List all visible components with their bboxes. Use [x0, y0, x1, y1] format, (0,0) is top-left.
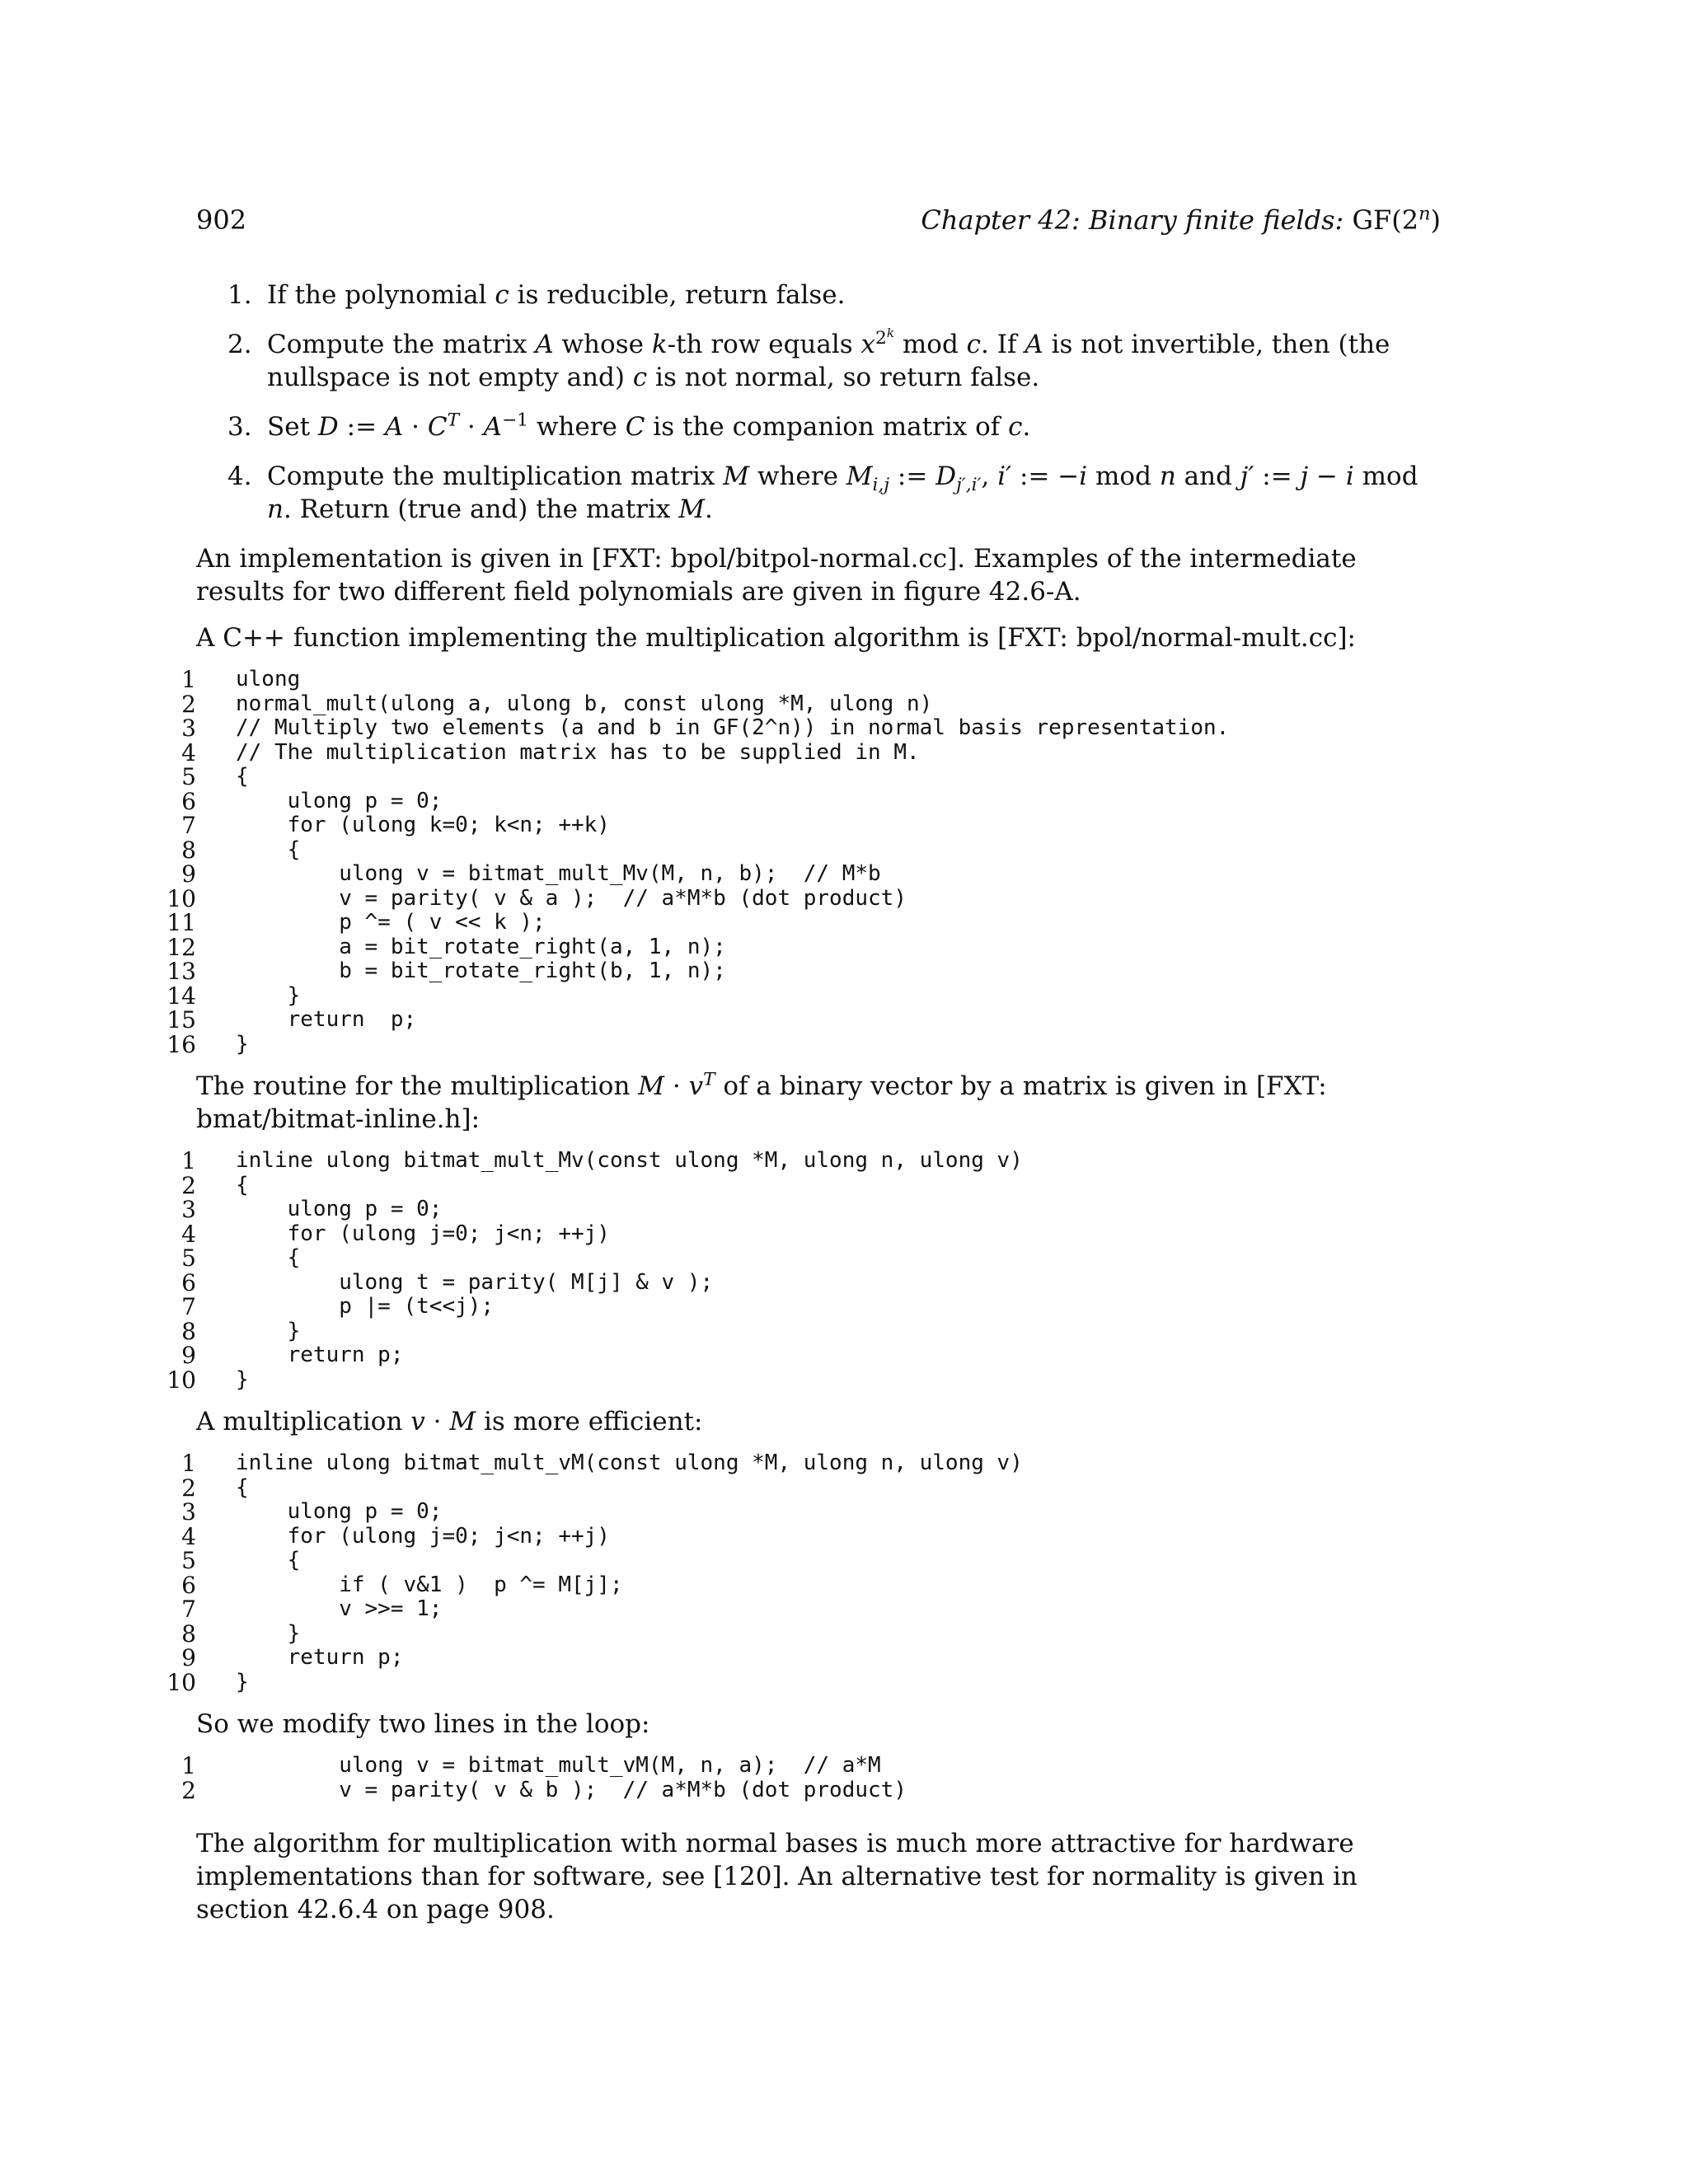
- code-line: [181, 812, 1441, 839]
- code-text: return p;: [236, 1343, 404, 1367]
- code-line: [166, 982, 1441, 1010]
- step-number: 3.: [227, 412, 252, 442]
- algorithm-step-1: [196, 279, 1441, 312]
- algorithm-step-2: [196, 325, 1441, 394]
- code-text: {: [236, 1474, 249, 1500]
- line-number: 5: [181, 1547, 196, 1574]
- code-listing-normal-mult: [166, 666, 1441, 1058]
- code-line: [181, 1752, 1441, 1779]
- line-number: 15: [166, 1006, 196, 1033]
- algorithm-steps: [196, 279, 1441, 526]
- step-text: If the polynomial c is reducible, return false.: [267, 280, 846, 310]
- step-text: Set D := $A \cdot C^T \cdot A^{-1}$ where C is the companion matrix of c.: [267, 410, 1031, 442]
- line-number: 6: [181, 1571, 196, 1599]
- line-number: 6: [181, 1268, 196, 1296]
- code-text: normal_mult(ulong a, ulong b, const ulong *M, ulong n): [236, 691, 933, 716]
- line-number: 3: [181, 1498, 196, 1526]
- code-line: [181, 1342, 1441, 1369]
- code-text: {: [236, 837, 301, 862]
- code-line: [181, 1644, 1441, 1671]
- code-text: p ^= ( v << k );: [236, 910, 546, 935]
- paragraph-implementation: An implementation is given in [FXT: bpol/bitpol-normal.cc]. Examples of the intermediate results for two different field polynomials are given in figure 42.6-A.: [196, 544, 1357, 607]
- code-line: [181, 763, 1441, 790]
- code-line: [166, 909, 1441, 936]
- line-number: 5: [181, 1244, 196, 1272]
- line-number: 10: [166, 1668, 196, 1696]
- code-text: ulong p = 0;: [236, 1197, 443, 1221]
- code-line: [166, 1030, 1441, 1058]
- line-number: 10: [166, 884, 196, 912]
- code-text: ulong v = bitmat_mult_Mv(M, n, b); // M*b: [236, 861, 881, 886]
- code-line: [181, 715, 1441, 742]
- code-line: [166, 1366, 1441, 1394]
- line-number: 4: [181, 738, 196, 766]
- code-line: [181, 1450, 1441, 1477]
- code-line: [181, 1498, 1441, 1526]
- line-number: 1: [181, 1147, 196, 1174]
- line-number: 3: [181, 1196, 196, 1223]
- page-number: 902: [196, 204, 247, 236]
- code-listing-loop-modification: [181, 1752, 1441, 1804]
- code-text: v = parity( v & a ); // a*M*b (dot product): [236, 885, 907, 911]
- step-text: Compute the multiplication matrix M where $M_{i,j}$ := $D_{j',i'}$, i′ := −i mod n and j′ := j − i mod n. Return (true and) the matrix M.: [267, 462, 1418, 524]
- page-body: [166, 279, 1441, 1939]
- code-text: // The multiplication matrix has to be supplied in M.: [236, 739, 920, 765]
- code-line: [181, 738, 1441, 766]
- code-line: [181, 1776, 1441, 1804]
- code-line: [181, 1147, 1441, 1174]
- code-text: // Multiply two elements (a and b in GF(2^n)) in normal basis representation.: [236, 715, 1230, 740]
- paragraph-hardware-note: The algorithm for multiplication with normal bases is much more attractive for hardware implementations than for software, see [120]. An alternative test for normality is given in section 42.6.4 on page 908.: [196, 1829, 1357, 1924]
- line-number: 2: [181, 1474, 196, 1502]
- code-line: [166, 884, 1441, 912]
- line-number: 8: [181, 836, 196, 864]
- step-number: 1.: [227, 280, 252, 310]
- code-text: }: [236, 1669, 249, 1694]
- code-line: [166, 1006, 1441, 1033]
- code-line: [181, 1293, 1441, 1320]
- paragraph-mult-mv: The routine for the multiplication $M \cdot v^T$ of a binary vector by a matrix is given in [FXT: bmat/bitmat-inline.h]:: [196, 1069, 1327, 1134]
- line-number: 14: [166, 982, 196, 1010]
- code-line: [166, 933, 1441, 961]
- code-listing-bitmat-mult-mv: [166, 1147, 1441, 1394]
- line-number: 16: [166, 1030, 196, 1058]
- step-number: 4.: [227, 462, 252, 491]
- line-number: 6: [181, 787, 196, 815]
- code-line: [181, 690, 1441, 718]
- code-line: [181, 1220, 1441, 1248]
- code-line: [181, 1596, 1441, 1623]
- code-line: [181, 1619, 1441, 1647]
- code-text: for (ulong k=0; k<n; ++k): [236, 813, 610, 837]
- code-text: }: [236, 1620, 301, 1646]
- code-line: [181, 836, 1441, 864]
- line-number: 8: [181, 1317, 196, 1345]
- line-number: 11: [166, 909, 196, 936]
- line-number: 7: [181, 812, 196, 839]
- line-number: 7: [181, 1596, 196, 1623]
- code-line: [181, 1317, 1441, 1345]
- code-text: }: [236, 982, 301, 1008]
- code-line: [181, 860, 1441, 888]
- algorithm-step-3: [196, 410, 1441, 443]
- line-number: 9: [181, 1644, 196, 1671]
- code-text: return p;: [236, 1007, 417, 1032]
- code-text: }: [236, 1366, 249, 1392]
- code-text: ulong t = parity( M[j] & v );: [236, 1269, 714, 1295]
- code-line: [181, 1244, 1441, 1272]
- code-line: [181, 787, 1441, 815]
- step-text: Compute the matrix A whose k-th row equals $x^{2^k}$ mod c. If A is not invertible, then (the nullspace is not empty and) c is not normal, so return false.: [267, 325, 1390, 392]
- code-line: [181, 1196, 1441, 1223]
- code-text: ulong p = 0;: [236, 1499, 443, 1524]
- code-text: b = bit_rotate_right(b, 1, n);: [236, 958, 726, 983]
- code-line: [166, 958, 1441, 985]
- code-line: [181, 1171, 1441, 1199]
- code-text: {: [236, 1172, 249, 1197]
- line-number: 1: [181, 1450, 196, 1477]
- code-line: [181, 1547, 1441, 1574]
- line-number: 2: [181, 1776, 196, 1804]
- code-text: inline ulong bitmat_mult_Mv(const ulong *M, ulong n, ulong v): [236, 1148, 1023, 1173]
- code-text: v = parity( v & b ); // a*M*b (dot product): [236, 1777, 907, 1802]
- code-listing-bitmat-mult-vm: [166, 1450, 1441, 1696]
- code-text: {: [236, 1245, 301, 1270]
- code-line: [166, 1668, 1441, 1696]
- chapter-title: Chapter 42: Binary finite fields:: [921, 204, 1353, 236]
- code-text: a = bit_rotate_right(a, 1, n);: [236, 934, 726, 959]
- code-text: v >>= 1;: [236, 1596, 443, 1621]
- code-text: return p;: [236, 1645, 404, 1670]
- code-line: [181, 1268, 1441, 1296]
- line-number: 1: [181, 666, 196, 693]
- line-number: 5: [181, 763, 196, 790]
- line-number: 10: [166, 1366, 196, 1394]
- line-number: 1: [181, 1752, 196, 1779]
- paragraph-cpp-function: A C++ function implementing the multiplication algorithm is [FXT: bpol/normal-mult.cc]:: [196, 623, 1356, 653]
- line-number: 12: [166, 933, 196, 961]
- paragraph-modify-loop: So we modify two lines in the loop:: [196, 1709, 650, 1739]
- line-number: 13: [166, 958, 196, 985]
- chapter-gf: GF(2: [1352, 204, 1419, 236]
- chapter-gf-exponent: n: [1418, 203, 1431, 225]
- code-line: [181, 666, 1441, 693]
- chapter-gf-close: ): [1430, 204, 1441, 236]
- code-text: }: [236, 1031, 249, 1057]
- line-number: 2: [181, 690, 196, 718]
- line-number: 8: [181, 1619, 196, 1647]
- algorithm-step-4: [196, 460, 1441, 526]
- code-line: [181, 1474, 1441, 1502]
- code-text: {: [236, 764, 249, 789]
- code-text: ulong p = 0;: [236, 788, 443, 813]
- line-number: 7: [181, 1293, 196, 1320]
- line-number: 9: [181, 860, 196, 888]
- line-number: 9: [181, 1342, 196, 1369]
- code-text: }: [236, 1318, 301, 1343]
- code-text: for (ulong j=0; j<n; ++j): [236, 1221, 610, 1246]
- code-text: for (ulong j=0; j<n; ++j): [236, 1523, 610, 1549]
- running-header: [921, 204, 1441, 236]
- code-text: inline ulong bitmat_mult_vM(const ulong *M, ulong n, ulong v): [236, 1451, 1023, 1475]
- code-text: ulong: [236, 667, 301, 691]
- code-text: ulong v = bitmat_mult_vM(M, n, a); // a*M: [236, 1753, 881, 1778]
- line-number: 3: [181, 715, 196, 742]
- step-number: 2.: [227, 330, 252, 359]
- code-text: if ( v&1 ) p ^= M[j];: [236, 1572, 623, 1597]
- line-number: 4: [181, 1522, 196, 1550]
- line-number: 4: [181, 1220, 196, 1248]
- code-text: {: [236, 1548, 301, 1572]
- paragraph-mult-vm: A multiplication v · M is more efficient:: [196, 1407, 703, 1436]
- code-text: p |= (t<<j);: [236, 1294, 495, 1319]
- line-number: 2: [181, 1171, 196, 1199]
- code-line: [181, 1522, 1441, 1550]
- code-line: [181, 1571, 1441, 1599]
